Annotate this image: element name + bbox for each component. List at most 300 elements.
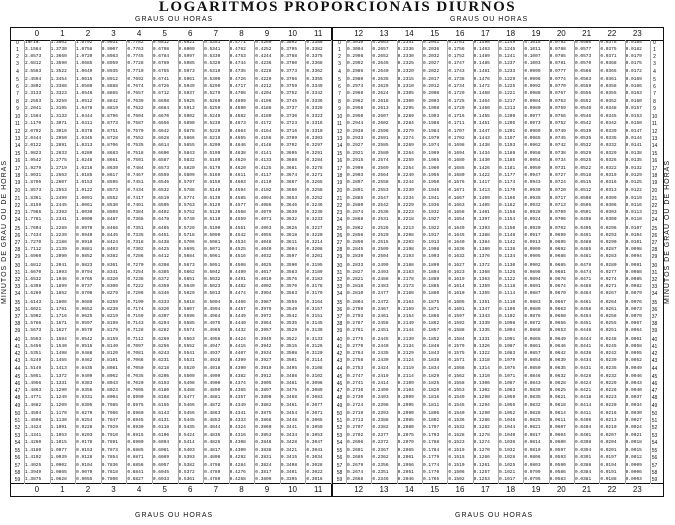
left-column-header: 4 bbox=[136, 29, 142, 38]
table-cell: 0.6143 bbox=[152, 411, 170, 417]
table-cell: 0.1848 bbox=[423, 344, 440, 350]
table-cell: 0.8842 bbox=[101, 98, 118, 104]
table-cell: 0.7674 bbox=[127, 84, 144, 90]
table-cell: 0.4415 bbox=[229, 344, 246, 350]
table-cell: 0.4252 bbox=[255, 47, 272, 53]
table-cell: 0.3083 bbox=[306, 395, 323, 401]
table-cell: 0.3495 bbox=[280, 365, 298, 371]
table-cell: 0.7174 bbox=[127, 306, 144, 312]
table-cell: 0.0828 bbox=[524, 411, 541, 417]
table-cell: 0.1558 bbox=[448, 381, 465, 387]
table-cell: 0.5937 bbox=[178, 91, 195, 97]
table-cell: 0.0932 bbox=[524, 202, 541, 208]
table-cell: 0.7854 bbox=[101, 455, 118, 461]
table-cell: 0.1784 bbox=[423, 448, 440, 454]
table-cell: 0.0678 bbox=[549, 276, 566, 282]
table-cell: 0.4180 bbox=[255, 114, 272, 120]
table-cell: 0.4744 bbox=[229, 61, 246, 67]
right-column-header: 18 bbox=[506, 29, 516, 38]
table-cell: 0.1388 bbox=[473, 232, 490, 238]
left-column-header: 3 bbox=[111, 29, 116, 38]
table-cell: 1.0902 bbox=[50, 462, 67, 468]
table-cell: 0.5878 bbox=[178, 128, 195, 134]
table-cell: 0.4909 bbox=[204, 374, 221, 380]
table-cell: 0.3949 bbox=[255, 336, 272, 342]
table-cell: 0.1689 bbox=[448, 158, 465, 164]
table-cell: 1.0478 bbox=[76, 105, 93, 111]
table-cell: 0.3716 bbox=[280, 128, 298, 134]
table-cell: 0.1339 bbox=[473, 321, 490, 327]
table-cell: 0.1372 bbox=[473, 262, 490, 268]
table-cell: 0.0898 bbox=[524, 269, 541, 275]
table-cell: 0.3501 bbox=[280, 358, 298, 364]
table-cell: 0.0727 bbox=[549, 172, 566, 178]
table-cell: 0.6180 bbox=[152, 388, 170, 394]
table-cell: 0.0774 bbox=[549, 77, 566, 83]
minute-label: 14 bbox=[14, 142, 21, 149]
table-cell: 0.2119 bbox=[397, 365, 414, 371]
table-cell: 0.7570 bbox=[127, 128, 144, 134]
table-cell: 0.3065 bbox=[306, 418, 323, 424]
table-cell: 0.3233 bbox=[306, 217, 323, 223]
table-cell: 0.0674 bbox=[549, 284, 566, 290]
table-cell: 0.0625 bbox=[549, 388, 566, 394]
table-cell: 0.4071 bbox=[255, 217, 272, 223]
table-cell: 0.2596 bbox=[372, 128, 389, 134]
table-cell: 0.1189 bbox=[499, 151, 516, 157]
table-cell: 0.1605 bbox=[448, 299, 465, 305]
column-divider bbox=[126, 40, 127, 484]
table-cell: 0.1376 bbox=[473, 254, 490, 260]
table-cell: 0.5997 bbox=[178, 54, 195, 60]
minute-label: 59 bbox=[336, 476, 343, 483]
page-title: LOGARITMOS PROPORCIONAIS DIURNOS bbox=[158, 0, 517, 15]
table-cell: 0.5477 bbox=[178, 395, 195, 401]
table-cell: 0.5414 bbox=[178, 439, 195, 445]
table-cell: 0.3653 bbox=[280, 195, 298, 201]
table-cell: 1.1290 bbox=[50, 388, 67, 394]
table-cell: 0.1003 bbox=[524, 61, 541, 67]
table-cell: 0.0251 bbox=[600, 328, 617, 334]
table-cell: 0.6385 bbox=[152, 269, 170, 275]
table-cell: 0.1343 bbox=[473, 314, 490, 320]
table-cell: 0.0611 bbox=[549, 418, 566, 424]
table-cell: 1.0720 bbox=[76, 54, 93, 60]
table-cell: 0.1806 bbox=[423, 411, 440, 417]
table-cell: 0.5729 bbox=[178, 225, 195, 231]
table-cell: 0.4798 bbox=[204, 462, 221, 468]
table-cell: 0.0928 bbox=[524, 209, 541, 215]
table-cell: 0.8361 bbox=[101, 262, 118, 268]
table-cell: 0.1028 bbox=[499, 455, 516, 461]
table-cell: 0.4965 bbox=[204, 328, 221, 334]
minute-label: 57 bbox=[14, 462, 21, 469]
table-cell: 0.8300 bbox=[101, 284, 118, 290]
table-cell: 0.0909 bbox=[524, 247, 541, 252]
left-column-header: 10 bbox=[288, 485, 298, 494]
table-cell: 0.0854 bbox=[524, 358, 541, 364]
table-cell: 0.6755 bbox=[152, 68, 170, 74]
table-cell: 0.0999 bbox=[524, 68, 541, 74]
table-cell: 0.4102 bbox=[255, 188, 272, 194]
table-cell: 0.9597 bbox=[76, 321, 93, 327]
minute-label: 41 bbox=[14, 344, 21, 351]
minute-label: 51 bbox=[14, 418, 21, 425]
table-cell: 0.4025 bbox=[255, 262, 272, 268]
table-cell: 0.6045 bbox=[152, 469, 170, 475]
table-cell: 1.0865 bbox=[50, 469, 67, 475]
right-column-header: 15 bbox=[430, 485, 440, 494]
table-cell: 0.0872 bbox=[524, 321, 541, 327]
table-cell: 0.6282 bbox=[152, 328, 170, 334]
table-cell: 0.4664 bbox=[229, 128, 246, 134]
table-cell: 0.6069 bbox=[152, 455, 170, 461]
table-cell: 0.1485 bbox=[473, 61, 490, 67]
minute-label: 56 bbox=[651, 455, 658, 462]
table-cell: 0.3919 bbox=[255, 365, 272, 371]
table-cell: 0.6438 bbox=[152, 239, 170, 245]
table-cell: 0.3809 bbox=[255, 476, 272, 482]
minute-label: 8 bbox=[16, 98, 19, 105]
minute-label: 41 bbox=[651, 344, 658, 351]
table-cell: 0.0498 bbox=[575, 217, 592, 223]
table-cell: 1.3949 bbox=[25, 469, 42, 475]
left-column-header: 6 bbox=[188, 29, 193, 38]
table-cell: 0.3824 bbox=[255, 462, 272, 468]
table-cell: 0.0216 bbox=[600, 411, 617, 417]
table-cell: 0.5488 bbox=[178, 388, 195, 394]
table-cell: 0.4324 bbox=[229, 425, 246, 431]
table-cell: 0.2962 bbox=[347, 98, 364, 104]
table-cell: 0.2346 bbox=[372, 476, 389, 482]
table-cell: 1.1806 bbox=[50, 299, 67, 305]
table-cell: 0.2520 bbox=[372, 232, 389, 238]
table-cell: 0.2646 bbox=[372, 61, 389, 67]
table-cell: 0.4611 bbox=[229, 172, 246, 178]
table-cell: 0.0788 bbox=[549, 47, 566, 53]
table-cell: 0.0428 bbox=[575, 374, 592, 380]
table-cell: 0.0546 bbox=[575, 114, 592, 120]
table-cell: 0.3297 bbox=[306, 142, 323, 148]
table-cell: 0.2850 bbox=[347, 239, 364, 245]
table-cell: 0.1063 bbox=[499, 388, 516, 394]
table-cell: 0.0348 bbox=[600, 105, 617, 111]
table-cell: 0.0280 bbox=[600, 262, 617, 268]
table-cell: 0.3709 bbox=[280, 135, 298, 141]
table-cell: 0.3563 bbox=[280, 291, 298, 297]
table-cell: 0.1094 bbox=[499, 328, 516, 334]
minute-label: 32 bbox=[336, 276, 343, 283]
table-cell: 0.7818 bbox=[101, 469, 118, 475]
table-cell: 0.2259 bbox=[397, 158, 414, 164]
table-cell: 0.0532 bbox=[575, 142, 592, 148]
minute-label: 27 bbox=[14, 239, 21, 246]
table-cell: 2.1584 bbox=[25, 114, 42, 120]
table-cell: 0.9079 bbox=[76, 469, 93, 475]
table-cell: 0.1498 bbox=[473, 40, 490, 45]
column-divider bbox=[50, 40, 51, 484]
table-cell: 0.7985 bbox=[101, 402, 118, 408]
table-cell: 0.0098 bbox=[625, 247, 642, 252]
table-cell: 0.2885 bbox=[347, 195, 364, 201]
column-divider bbox=[178, 40, 179, 484]
table-cell: 1.6812 bbox=[25, 262, 42, 268]
table-cell: 1.3133 bbox=[50, 114, 67, 120]
table-cell: 0.4164 bbox=[255, 128, 272, 134]
table-cell: 0.0274 bbox=[600, 276, 617, 282]
table-cell: 0.1270 bbox=[473, 448, 490, 454]
table-cell: 0.1752 bbox=[448, 54, 465, 60]
minute-label: 9 bbox=[16, 105, 19, 112]
minute-label: 25 bbox=[336, 225, 343, 232]
table-cell: 0.0958 bbox=[524, 151, 541, 157]
table-cell: 0.5351 bbox=[204, 40, 221, 45]
table-cell: 0.3164 bbox=[306, 299, 323, 305]
table-cell: 0.2403 bbox=[372, 395, 389, 401]
minute-label: 0 bbox=[338, 40, 341, 46]
table-cell: 0.0491 bbox=[575, 232, 592, 238]
minute-label: 15 bbox=[336, 151, 343, 158]
table-cell: 0.3875 bbox=[255, 411, 272, 417]
table-cell: 0.1734 bbox=[448, 84, 465, 90]
table-cell: 0.1213 bbox=[499, 105, 516, 111]
table-cell: 0.0319 bbox=[600, 172, 617, 178]
table-cell: 0.0628 bbox=[549, 381, 566, 387]
table-cell: 0.7401 bbox=[127, 202, 144, 208]
right-column-header: 15 bbox=[430, 29, 440, 38]
table-cell: 0.1021 bbox=[499, 469, 516, 475]
table-cell: 0.5552 bbox=[178, 344, 195, 350]
table-cell: 0.3089 bbox=[306, 388, 323, 394]
table-cell: 0.4032 bbox=[255, 254, 272, 260]
minute-label: 14 bbox=[336, 142, 343, 149]
table-cell: 0.5199 bbox=[204, 151, 221, 157]
minute-label: 56 bbox=[336, 455, 343, 462]
table-cell: 0.0488 bbox=[575, 239, 592, 245]
table-cell: 0.0448 bbox=[575, 328, 592, 334]
table-cell: 0.0563 bbox=[575, 77, 592, 83]
table-cell: 0.3428 bbox=[280, 439, 298, 445]
table-cell: 0.5061 bbox=[204, 254, 221, 260]
minute-label: 54 bbox=[336, 439, 343, 446]
minute-label: 28 bbox=[336, 247, 343, 253]
table-cell: 0.2891 bbox=[347, 188, 364, 194]
table-cell: 0.0169 bbox=[625, 77, 642, 83]
table-cell: 0.0085 bbox=[625, 276, 642, 282]
table-cell: 0.2980 bbox=[347, 77, 364, 83]
table-cell: 0.1237 bbox=[499, 61, 516, 67]
table-cell: 0.3034 bbox=[306, 455, 323, 461]
table-cell: 1.0061 bbox=[76, 202, 93, 208]
table-cell: 0.0799 bbox=[524, 469, 541, 475]
minute-label: 34 bbox=[14, 291, 21, 298]
table-cell: 0.9852 bbox=[76, 254, 93, 260]
table-cell: 0.1290 bbox=[473, 411, 490, 417]
table-cell: 0.2168 bbox=[397, 291, 414, 297]
table-cell: 0.1579 bbox=[448, 344, 465, 350]
table-cell: 0.5403 bbox=[178, 448, 195, 454]
table-cell: 1.6532 bbox=[25, 276, 42, 282]
minute-label: 5 bbox=[16, 77, 19, 84]
table-cell: 0.4316 bbox=[229, 432, 246, 438]
table-cell: 0.1322 bbox=[473, 351, 490, 357]
table-cell: 0.8573 bbox=[101, 188, 118, 194]
minute-label: 38 bbox=[336, 321, 343, 328]
table-cell: 0.1532 bbox=[448, 425, 465, 431]
table-cell: 0.1306 bbox=[473, 381, 490, 387]
table-cell: 0.0009 bbox=[625, 462, 642, 468]
table-cell: 0.6231 bbox=[152, 358, 170, 364]
table-cell: 0.0806 bbox=[524, 455, 541, 461]
minute-label: 59 bbox=[651, 476, 658, 483]
table-cell: 0.7302 bbox=[127, 247, 144, 252]
table-cell: 2.2041 bbox=[25, 105, 42, 111]
table-cell: 0.2679 bbox=[347, 462, 364, 468]
table-cell: 0.5372 bbox=[178, 469, 195, 475]
minute-label: 50 bbox=[336, 411, 343, 418]
table-cell: 0.3688 bbox=[280, 158, 298, 164]
table-cell: 0.2017 bbox=[423, 77, 440, 83]
table-cell: 0.0414 bbox=[575, 402, 592, 408]
table-cell: 0.2897 bbox=[347, 179, 364, 185]
table-cell: 0.5662 bbox=[178, 269, 195, 275]
table-cell: 0.1434 bbox=[473, 151, 490, 157]
table-cell: 1.7604 bbox=[25, 225, 42, 231]
minute-label: 43 bbox=[336, 358, 343, 365]
table-cell: 0.3246 bbox=[306, 202, 323, 208]
table-cell: 0.2027 bbox=[423, 61, 440, 67]
table-cell: 0.9279 bbox=[76, 411, 93, 417]
table-cell: 0.1217 bbox=[499, 98, 516, 104]
table-cell: 0.0421 bbox=[575, 388, 592, 394]
table-cell: 0.1351 bbox=[473, 299, 490, 305]
table-cell: 1.0313 bbox=[76, 142, 93, 148]
table-cell: 0.0104 bbox=[625, 232, 642, 238]
minute-label: 0 bbox=[16, 40, 19, 46]
minute-label: 42 bbox=[336, 351, 343, 358]
table-cell: 0.2218 bbox=[397, 217, 414, 223]
table-cell: 0.1134 bbox=[499, 254, 516, 260]
table-cell: 2.5563 bbox=[25, 68, 42, 74]
table-cell: 0.7270 bbox=[127, 262, 144, 268]
table-cell: 1.2499 bbox=[50, 195, 67, 201]
table-cell: 0.0381 bbox=[575, 476, 592, 482]
table-cell: 0.3145 bbox=[306, 321, 323, 327]
left-column-header: 7 bbox=[213, 485, 219, 494]
table-cell: 0.1298 bbox=[473, 395, 490, 401]
table-cell: 0.1707 bbox=[448, 128, 465, 134]
minute-label: 38 bbox=[651, 321, 658, 328]
table-cell: 0.0358 bbox=[600, 84, 617, 90]
minute-label: 43 bbox=[14, 358, 21, 365]
table-cell: 0.8552 bbox=[101, 195, 118, 201]
table-cell: 0.0939 bbox=[524, 188, 541, 194]
table-cell: 0.1765 bbox=[423, 476, 440, 482]
column-divider bbox=[346, 40, 347, 484]
table-cell: 0.3375 bbox=[306, 54, 323, 60]
column-divider bbox=[447, 40, 448, 484]
table-cell: 0.3639 bbox=[280, 209, 298, 215]
table-cell: 0.1146 bbox=[499, 232, 516, 238]
table-cell: 0.2325 bbox=[397, 61, 414, 67]
table-cell: 0.1774 bbox=[423, 462, 440, 468]
table-cell: 0.2274 bbox=[397, 135, 414, 141]
table-cell: 0.3695 bbox=[280, 151, 298, 157]
table-cell: 0.4717 bbox=[229, 84, 246, 90]
table-cell: 0.3723 bbox=[280, 121, 298, 127]
table-cell: 0.0607 bbox=[549, 425, 566, 431]
table-cell: 0.9153 bbox=[76, 448, 93, 454]
table-cell: 0.3368 bbox=[306, 61, 323, 67]
table-cell: 0.0699 bbox=[549, 232, 566, 238]
table-cell: 0.4994 bbox=[204, 306, 221, 312]
table-cell: 0.8935 bbox=[101, 68, 118, 74]
table-cell: 0.5797 bbox=[178, 179, 195, 185]
table-cell: 0.0309 bbox=[600, 195, 617, 201]
table-cell: 0.5320 bbox=[204, 61, 221, 67]
table-cell: 0.0391 bbox=[575, 455, 592, 461]
minute-label: 10 bbox=[336, 114, 343, 121]
table-cell: 0.5890 bbox=[178, 121, 195, 127]
table-cell: 0.5424 bbox=[178, 432, 195, 438]
table-cell: 0.2903 bbox=[347, 172, 364, 178]
table-cell: 0.2574 bbox=[372, 158, 389, 164]
table-cell: 0.4449 bbox=[229, 314, 246, 320]
table-cell: 0.0880 bbox=[524, 306, 541, 312]
column-divider bbox=[397, 40, 398, 484]
table-cell: 0.0185 bbox=[625, 40, 642, 45]
left-footer-row bbox=[11, 483, 331, 496]
table-cell: 0.0160 bbox=[625, 98, 642, 104]
table-cell: 0.3220 bbox=[306, 232, 323, 238]
table-cell: 0.1201 bbox=[499, 128, 516, 134]
minute-label: 40 bbox=[651, 336, 658, 343]
table-cell: 0.5949 bbox=[178, 84, 195, 90]
right-column-header: 22 bbox=[607, 485, 617, 494]
table-cell: 0.5159 bbox=[204, 179, 221, 185]
table-cell: 0.0803 bbox=[524, 462, 541, 468]
table-cell: 0.0049 bbox=[625, 365, 642, 371]
spacer bbox=[333, 484, 346, 496]
table-cell: 0.0329 bbox=[600, 151, 617, 157]
table-cell: 0.7417 bbox=[127, 195, 144, 201]
table-cell: 0.2208 bbox=[397, 232, 414, 238]
minute-label: 31 bbox=[651, 269, 658, 276]
right-column-header: 20 bbox=[556, 29, 566, 38]
table-cell: 0.8101 bbox=[101, 358, 118, 364]
table-cell: 0.7159 bbox=[127, 314, 144, 320]
table-cell: 0.3284 bbox=[306, 158, 323, 164]
table-cell: 0.1676 bbox=[448, 179, 465, 185]
table-cell: 0.4726 bbox=[229, 77, 246, 83]
right-column-header: 22 bbox=[607, 29, 617, 38]
table-cell: 1.5456 bbox=[25, 344, 42, 350]
table-cell: 0.2295 bbox=[397, 105, 414, 111]
table-cell: 0.3408 bbox=[280, 462, 298, 468]
table-cell: 0.0552 bbox=[575, 98, 592, 104]
table-cell: 0.0749 bbox=[549, 128, 566, 134]
table-cell: 0.0471 bbox=[575, 276, 592, 282]
table-cell: 0.7254 bbox=[127, 269, 144, 275]
table-cell: 1.1993 bbox=[50, 269, 67, 275]
minute-label: 18 bbox=[651, 172, 658, 179]
table-cell: 0.1908 bbox=[423, 247, 440, 252]
table-cell: 0.1036 bbox=[499, 439, 516, 445]
left-column-header: 3 bbox=[111, 485, 116, 494]
table-cell: 0.4474 bbox=[229, 291, 246, 297]
table-cell: 0.0731 bbox=[549, 165, 566, 171]
table-cell: 0.3625 bbox=[280, 225, 298, 231]
